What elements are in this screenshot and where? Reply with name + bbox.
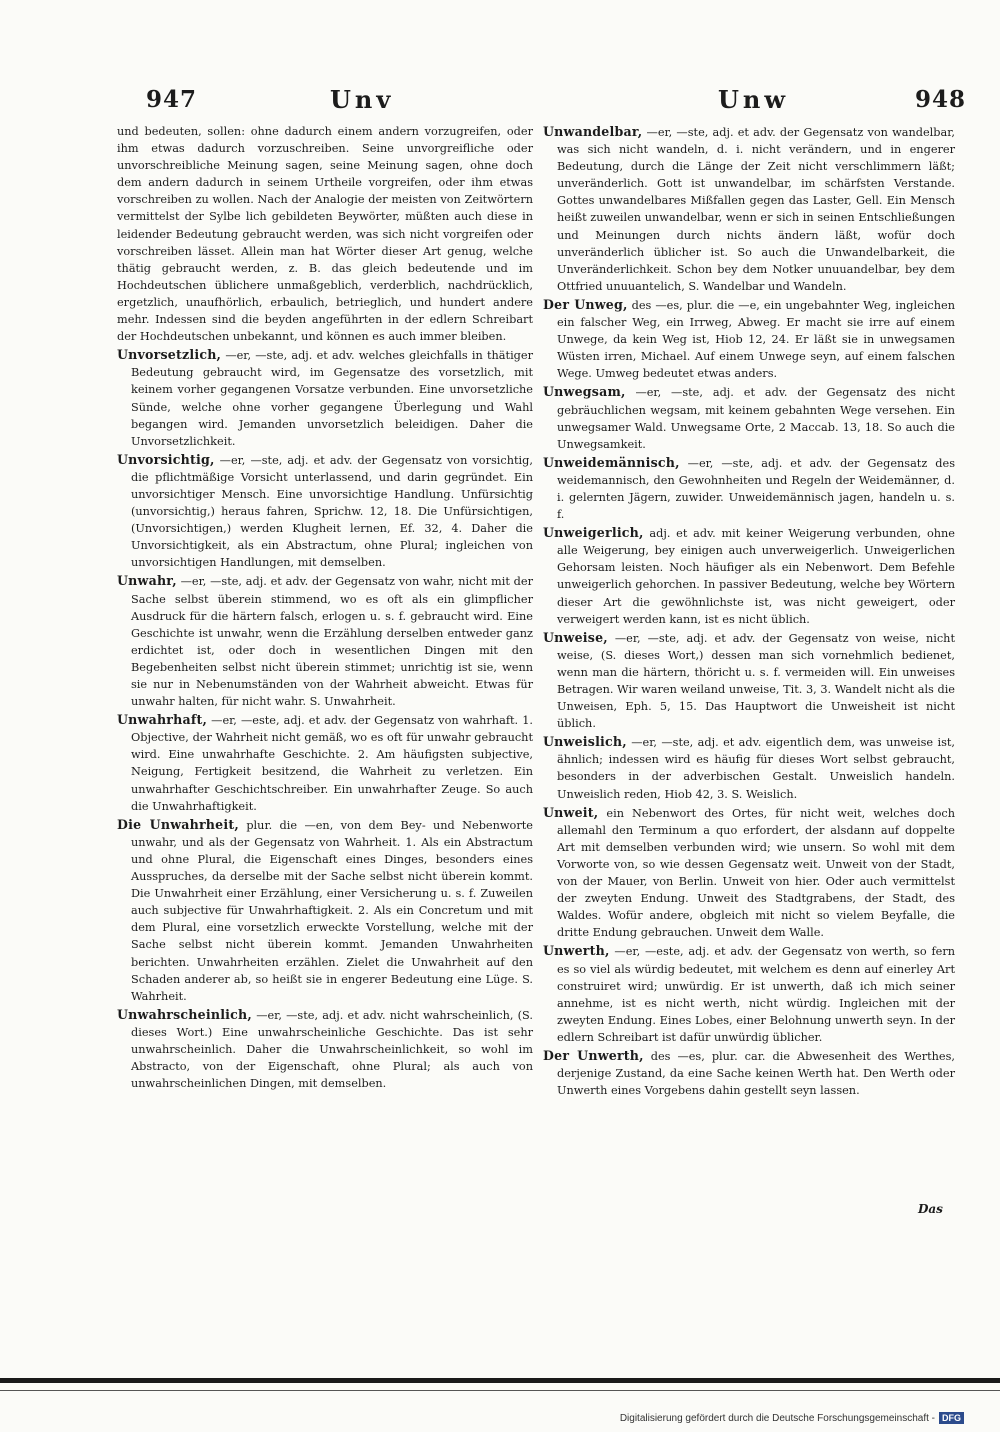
dictionary-entry: [543, 296, 955, 382]
page-header: [0, 82, 1000, 122]
dictionary-entry: [117, 572, 533, 710]
entry-headword: Unwandelbar,: [543, 124, 643, 139]
entry-text: des —es, plur. car. die Abwesenheit des Werthes, derjenige Zustand, da eine Sache keinen Werth hat. Den Werth oder Unwerth eines Vorgebens dahin gestellt seyn lassen.: [557, 1049, 955, 1098]
entry-headword: Unvorsetzlich,: [117, 347, 222, 363]
entry-headword: Unweit,: [543, 804, 599, 820]
column-heading-left: Unv: [330, 85, 395, 114]
entry-text: —er, —ste, adj. et adv. der Gegensatz des nicht gebräuchlichen wegsam, mit keinem gebahnten Wege versehen. Ein unwegsamer Wald. Unwegsame Orte, 2 Maccab. 13, 18. So auch die Unwegsamkeit.: [557, 386, 955, 451]
entry-text: ein Nebenwort des Ortes, für nicht weit, welches doch allemahl den Terminum a quo erfordert, der alsdann auf doppelte Art mit demselben verbunden wird; wie unsern. So wohl mit dem Vorworte von, so wie dessen Gegensatz weit. Unweit von der Stadt, von der Mauer, von Berlin. Unweit von hier. Oder auch vermittelst der zweyten Endung. Unweit des Stadtgrabens, der Stadt, des Waldes. Wofür andere, obgleich mit nicht so vielem Beyfalle, die dritte Endung gebrauchen. Unweit dem Walle.: [557, 806, 955, 940]
left-column: [117, 123, 533, 1093]
dictionary-entry: [117, 816, 533, 1005]
entry-text: —er, —ste, adj. et adv. nicht wahrscheinlich, (S. dieses Wort.) Eine unwahrscheinliche Geschichte. Das ist sehr unwahrscheinlich. Daher die Unwahrscheinlichkeit, so wohl im Abstracto, von der Eigenschaft, ohne Plural; als auch von unwahrscheinlichen Dingen, mit demselben.: [131, 1008, 533, 1091]
scan-border: [0, 1378, 1000, 1383]
entry-text: —er, —ste, adj. et adv. welches gleichfalls in thätiger Bedeutung gebraucht wird, im Gegensatze des vorsetzlich, mit keinem vorher gegangenen Vorsatze verbunden. Eine unvorsetzliche Sünde, welche ohne vorher gegangene Überlegung und Wahl begangen wird. Jemanden unvorsetzlich beleidigen. Daher die Unvorsetzlichkeit.: [131, 349, 533, 448]
page-number-right: 948: [915, 86, 967, 113]
entry-text: adj. et adv. mit keiner Weigerung verbunden, ohne alle Weigerung, bey einigen auch unverweigerlich. Unweigerlichen Gehorsam leisten. Noch häufiger als ein Nebenwort. Dem Befehle unweigerlich gehorchen. In passiver Bedeutung, welche bey Wörtern dieser Art die gewöhnlichste ist, was nicht geweigert, oder verweigert werden kann, ist es nicht üblich.: [557, 527, 955, 626]
entry-headword: Unwerth,: [543, 943, 610, 959]
dictionary-entry: [543, 942, 955, 1046]
dictionary-entry: [543, 804, 955, 942]
entry-text: —er, —este, adj. et adv. der Gegensatz von werth, so fern es so viel als würdig bedeutet, mit welchem es denn auf einerley Art construiret wird; unwürdig. Er ist unwerth, daß ich mich seiner annehme, ist es nicht werth, nicht würdig. Ingleichen mit der zweyten Endung. Eines Lobes, einer Belohnung unwerth seyn. In der edlern Schreibart ist dafür unwürdig üblicher.: [557, 945, 955, 1044]
entry-headword: Unweislich,: [543, 734, 627, 750]
dictionary-entry: [543, 1047, 955, 1099]
dictionary-entry: [117, 451, 533, 572]
entry-text: —er, —ste, adj. et adv. der Gegensatz von vorsichtig, die pflichtmäßige Vorsicht unterlassend, und darin gegründet. Ein unvorsichtiger Mensch. Eine unvorsichtige Handlung. Unfürsichtig (unvorsichtig,) heraus fahren, Sprichw. 12, 18. Die Unfürsichtigen, (Unvorsichtigen,) werden Klugheit lernen, Ef. 32, 4. Daher die Unvorsichtigkeit, als ein Abstractum, ohne Plural; ingleichen von unvorsichtigen Handlungen, mit demselben.: [131, 453, 533, 570]
dictionary-entry: [543, 123, 955, 295]
dictionary-entry: [117, 1006, 533, 1092]
entry-headword: Unwegsam,: [543, 384, 626, 400]
entry-headword: Unweigerlich,: [543, 525, 644, 541]
footer-credit: [620, 1412, 964, 1424]
dictionary-entry: [543, 629, 955, 733]
dfg-logo: DFG: [939, 1412, 964, 1424]
entry-headword: Unwahrscheinlich,: [117, 1006, 252, 1022]
entry-text: plur. die —en, von dem Bey- und Nebenworte unwahr, und als der Gegensatz von Wahrheit. 1. Als ein Abstractum und ohne Plural, die Eigenschaft eines Dinges, besonders eines Ausspruches, da derselbe mit der Sache selbst nicht überein kommt. Die Unwahrheit einer Erzählung, einer Versicherung u. s. f. Zuweilen auch subjective für Unwahrhaftigkeit. 2. Als ein Concretum und mit dem Plural, eine vorsetzlich erweckte Vorstellung, welche mit der Sache selbst nicht überein kommt. Jemanden Unwahrheiten berichten. Unwahrheiten erzählen. Zielet die Unwahrheit auf den Schaden anderer ab, so heißt sie in engerer Bedeutung eine Lüge. S. Wahrheit.: [131, 818, 533, 1003]
right-column: [543, 123, 955, 1100]
footer-text: Digitalisierung gefördert durch die Deutsche Forschungsgemeinschaft -: [619, 1412, 935, 1424]
dictionary-entry: [543, 524, 955, 628]
entry-text: —er, —ste, adj. et adv. eigentlich dem, was unweise ist, ähnlich; indessen wird es häufig für dieses Wort selbst gebraucht, besonders in der adverbischen Gestalt. Unweislich handeln. Unweislich reden, Hiob 42, 3. S. Weislich.: [557, 736, 955, 801]
entry-text: und bedeuten, sollen: ohne dadurch einem andern vorzugreifen, oder ihm etwas dadurch vorzuschreiben. Seine unvorgreifliche oder unvorschreibliche Meinung sagen, seine Meinung sagen, ohne doch dem andern dadurch in seinem Urtheile vorgreifen, oder ihm etwas vorschreiben zu wollen. Nach der Analogie der meisten von Zeitwörtern vermittelst der Sylbe lich gebildeten Beywörter, müßten auch diese in leidender Bedeutung gebraucht werden, was sich nicht vorgreifen oder vorschreiben lässet. Allein man hat Wörter dieser Art genug, welche thätig gebraucht werden, z. B. das gleich bedeutende und im Hochdeutschen üblichere unmaßgeblich, verderblich, nachdrücklich, ergetzlich, unaufhörlich, erbaulich, betrieglich, und hundert andere mehr. Indessen sind die beyden angeführten in der edlern Schreibart der Hochdeutschen unbekannt, und können es auch immer bleiben.: [117, 125, 533, 344]
entry-headword: Unwahr,: [117, 573, 177, 589]
dictionary-entry: [543, 454, 955, 523]
entry-headword: Der Unwerth,: [543, 1047, 644, 1063]
dictionary-entry: [117, 123, 533, 345]
dictionary-entry: [543, 733, 955, 802]
entry-headword: Unweidemännisch,: [543, 454, 680, 470]
dictionary-entry: [117, 711, 533, 815]
entry-text: —er, —ste, adj. et adv. der Gegensatz von wahr, nicht mit der Sache selbst überein stimmend, wo es oft als ein glimpflicher Ausdruck für die härtern falsch, erlogen u. s. f. gebraucht wird. Eine Geschichte ist unwahr, wenn die Erzählung derselben entweder ganz erdichtet ist, oder doch in wesentlichen Dingen mit den Begebenheiten selbst nicht überein stimmet; unrichtig ist sie, wenn sie nur in Nebenumständen von der Wahrheit abweicht. Etwas für unwahr halten, für nicht wahr. S. Unwahrheit.: [131, 575, 533, 709]
column-heading-right: Unw: [718, 85, 790, 114]
entry-headword: Der Unweg,: [543, 296, 628, 312]
dictionary-entry: [117, 346, 533, 450]
entry-text: des —es, plur. die —e, ein ungebahnter Weg, ingleichen ein falscher Weg, ein Irrweg, Abweg. Er macht sie irre auf einem Unwege, da kein Weg ist, Hiob 12, 24. Er läßt sie in unwegsamen Wüsten irren, Michael. Auf einem Unwege seyn, auf einem falschen Wege. Umweg bedeutet etwas anders.: [557, 298, 955, 381]
entry-headword: Die Unwahrheit,: [117, 816, 239, 832]
catchword-bottom: Das: [918, 1202, 943, 1216]
entry-headword: Unwahrhaft,: [117, 712, 208, 728]
entry-text: —er, —ste, adj. et adv. der Gegensatz des weidemannisch, den Gewohnheiten und Regeln der Weidemänner, d. i. gelernten Jägern, zuwider. Unweidemännisch jagen, handeln u. s. f.: [557, 456, 955, 522]
entry-headword: Unweise,: [543, 629, 608, 645]
entry-text: —er, —este, adj. et adv. der Gegensatz von wahrhaft. 1. Objective, der Wahrheit nicht gemäß, wo es oft für unwahr gebraucht wird. Eine unwahrhafte Geschichte. 2. Am häufigsten subjective, Neigung, Fertigkeit besitzend, die Wahrheit zu verletzen. Ein unwahrhafter Geschichtschreiber. Ein unwahrhafter Zeuge. So auch die Unwahrhaftigkeit.: [131, 714, 533, 813]
scan-border-thin: [0, 1390, 1000, 1391]
entry-text: —er, —ste, adj. et adv. der Gegensatz von wandelbar, was sich nicht wandeln, d. i. nicht verändern, und in engerer Bedeutung, durch die Länge der Zeit nicht verschlimmern läßt; unveränderlich. Gott ist unwandelbar, im schärfsten Verstande. Gottes unwandelbares Mißfallen gegen das Laster, Gell. Ein Mensch heißt zuweilen unwandelbar, wenn er sich in seinen Entschließungen und Meinungen durch nichts ändern läßt, wofür doch unveränderlich üblicher ist. So auch die Unwandelbarkeit, die Unveränderlichkeit. Schon bey dem Notker unuuandelbar, bey dem Ottfried unuuantelich, S. Wandelbar und Wandeln.: [557, 126, 955, 293]
page-number-left: 947: [146, 86, 198, 113]
dictionary-entry: [543, 383, 955, 452]
entry-headword: Unvorsichtig,: [117, 451, 215, 467]
entry-text: —er, —ste, adj. et adv. der Gegensatz von weise, nicht weise, (S. dieses Wort,) dessen man sich vornehmlich bedienet, wenn man die härtern, thöricht u. s. f. vermeiden will. Ein unweises Betragen. Wir waren weiland unweise, Tit. 3, 3. Wandelt nicht als die Unweisen, Eph. 5, 15. Das Hauptwort die Unweisheit ist nicht üblich.: [557, 631, 955, 731]
